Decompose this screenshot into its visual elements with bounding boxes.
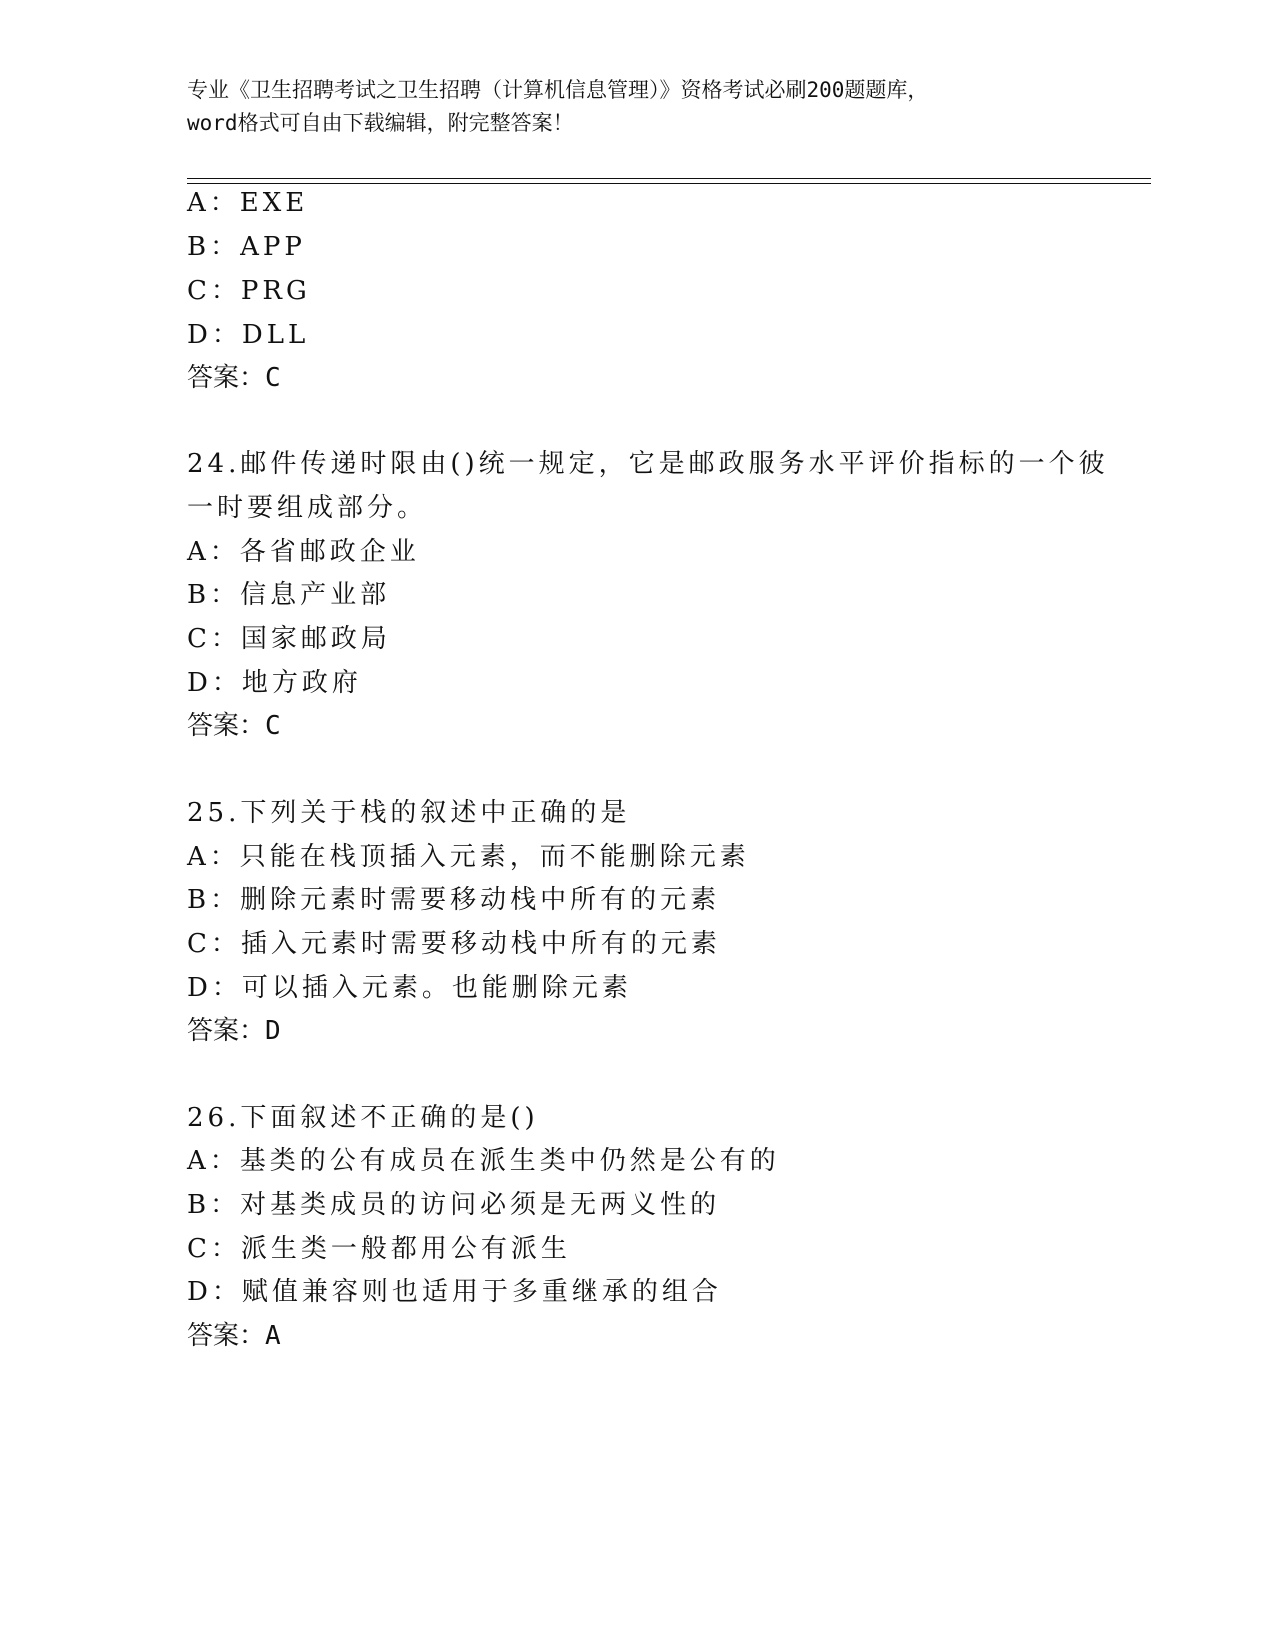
q25-option-d: D：可以插入元素。也能删除元素 <box>187 973 632 1003</box>
q24-option-d: D：地方政府 <box>187 668 362 698</box>
q26-answer: 答案：A <box>187 1321 281 1351</box>
q26-stem: 26.下面叙述不正确的是() <box>187 1103 539 1133</box>
q23-option-d: D：DLL <box>187 320 310 350</box>
q26-option-a: A：基类的公有成员在派生类中仍然是公有的 <box>187 1146 780 1176</box>
q23-option-b: B：APP <box>187 232 306 262</box>
q24-option-b: B：信息产业部 <box>187 580 391 610</box>
q25-stem: 25.下列关于栈的叙述中正确的是 <box>187 798 631 828</box>
document-header <box>187 74 1087 140</box>
q23-option-a: A：EXE <box>187 188 309 218</box>
header-divider-top <box>187 178 1151 179</box>
q23-answer: 答案：C <box>187 363 281 393</box>
q24-answer: 答案：C <box>187 711 281 741</box>
header-divider-bottom <box>187 183 1151 184</box>
header-line-1: 专业《卫生招聘考试之卫生招聘（计算机信息管理）》资格考试必刷200题题库， <box>187 78 929 102</box>
q23-option-c: C：PRG <box>187 276 311 306</box>
header-line-2: word格式可自由下载编辑，附完整答案！ <box>187 111 574 135</box>
q25-option-b: B：删除元素时需要移动栈中所有的元素 <box>187 885 721 915</box>
q24-stem-line-2: 一时要组成部分。 <box>187 493 428 523</box>
q24-stem-line-1: 24.邮件传递时限由()统一规定，它是邮政服务水平评价指标的一个彼 <box>187 449 1109 479</box>
q24-option-c: C：国家邮政局 <box>187 624 391 654</box>
q25-option-a: A：只能在栈顶插入元素，而不能删除元素 <box>187 842 750 872</box>
q24-option-a: A：各省邮政企业 <box>187 537 420 567</box>
q26-option-c: C：派生类一般都用公有派生 <box>187 1234 571 1264</box>
q26-option-b: B：对基类成员的访问必须是无两义性的 <box>187 1190 721 1220</box>
q26-option-d: D：赋值兼容则也适用于多重继承的组合 <box>187 1277 722 1307</box>
q25-answer: 答案：D <box>187 1016 281 1046</box>
q25-option-c: C：插入元素时需要移动栈中所有的元素 <box>187 929 721 959</box>
